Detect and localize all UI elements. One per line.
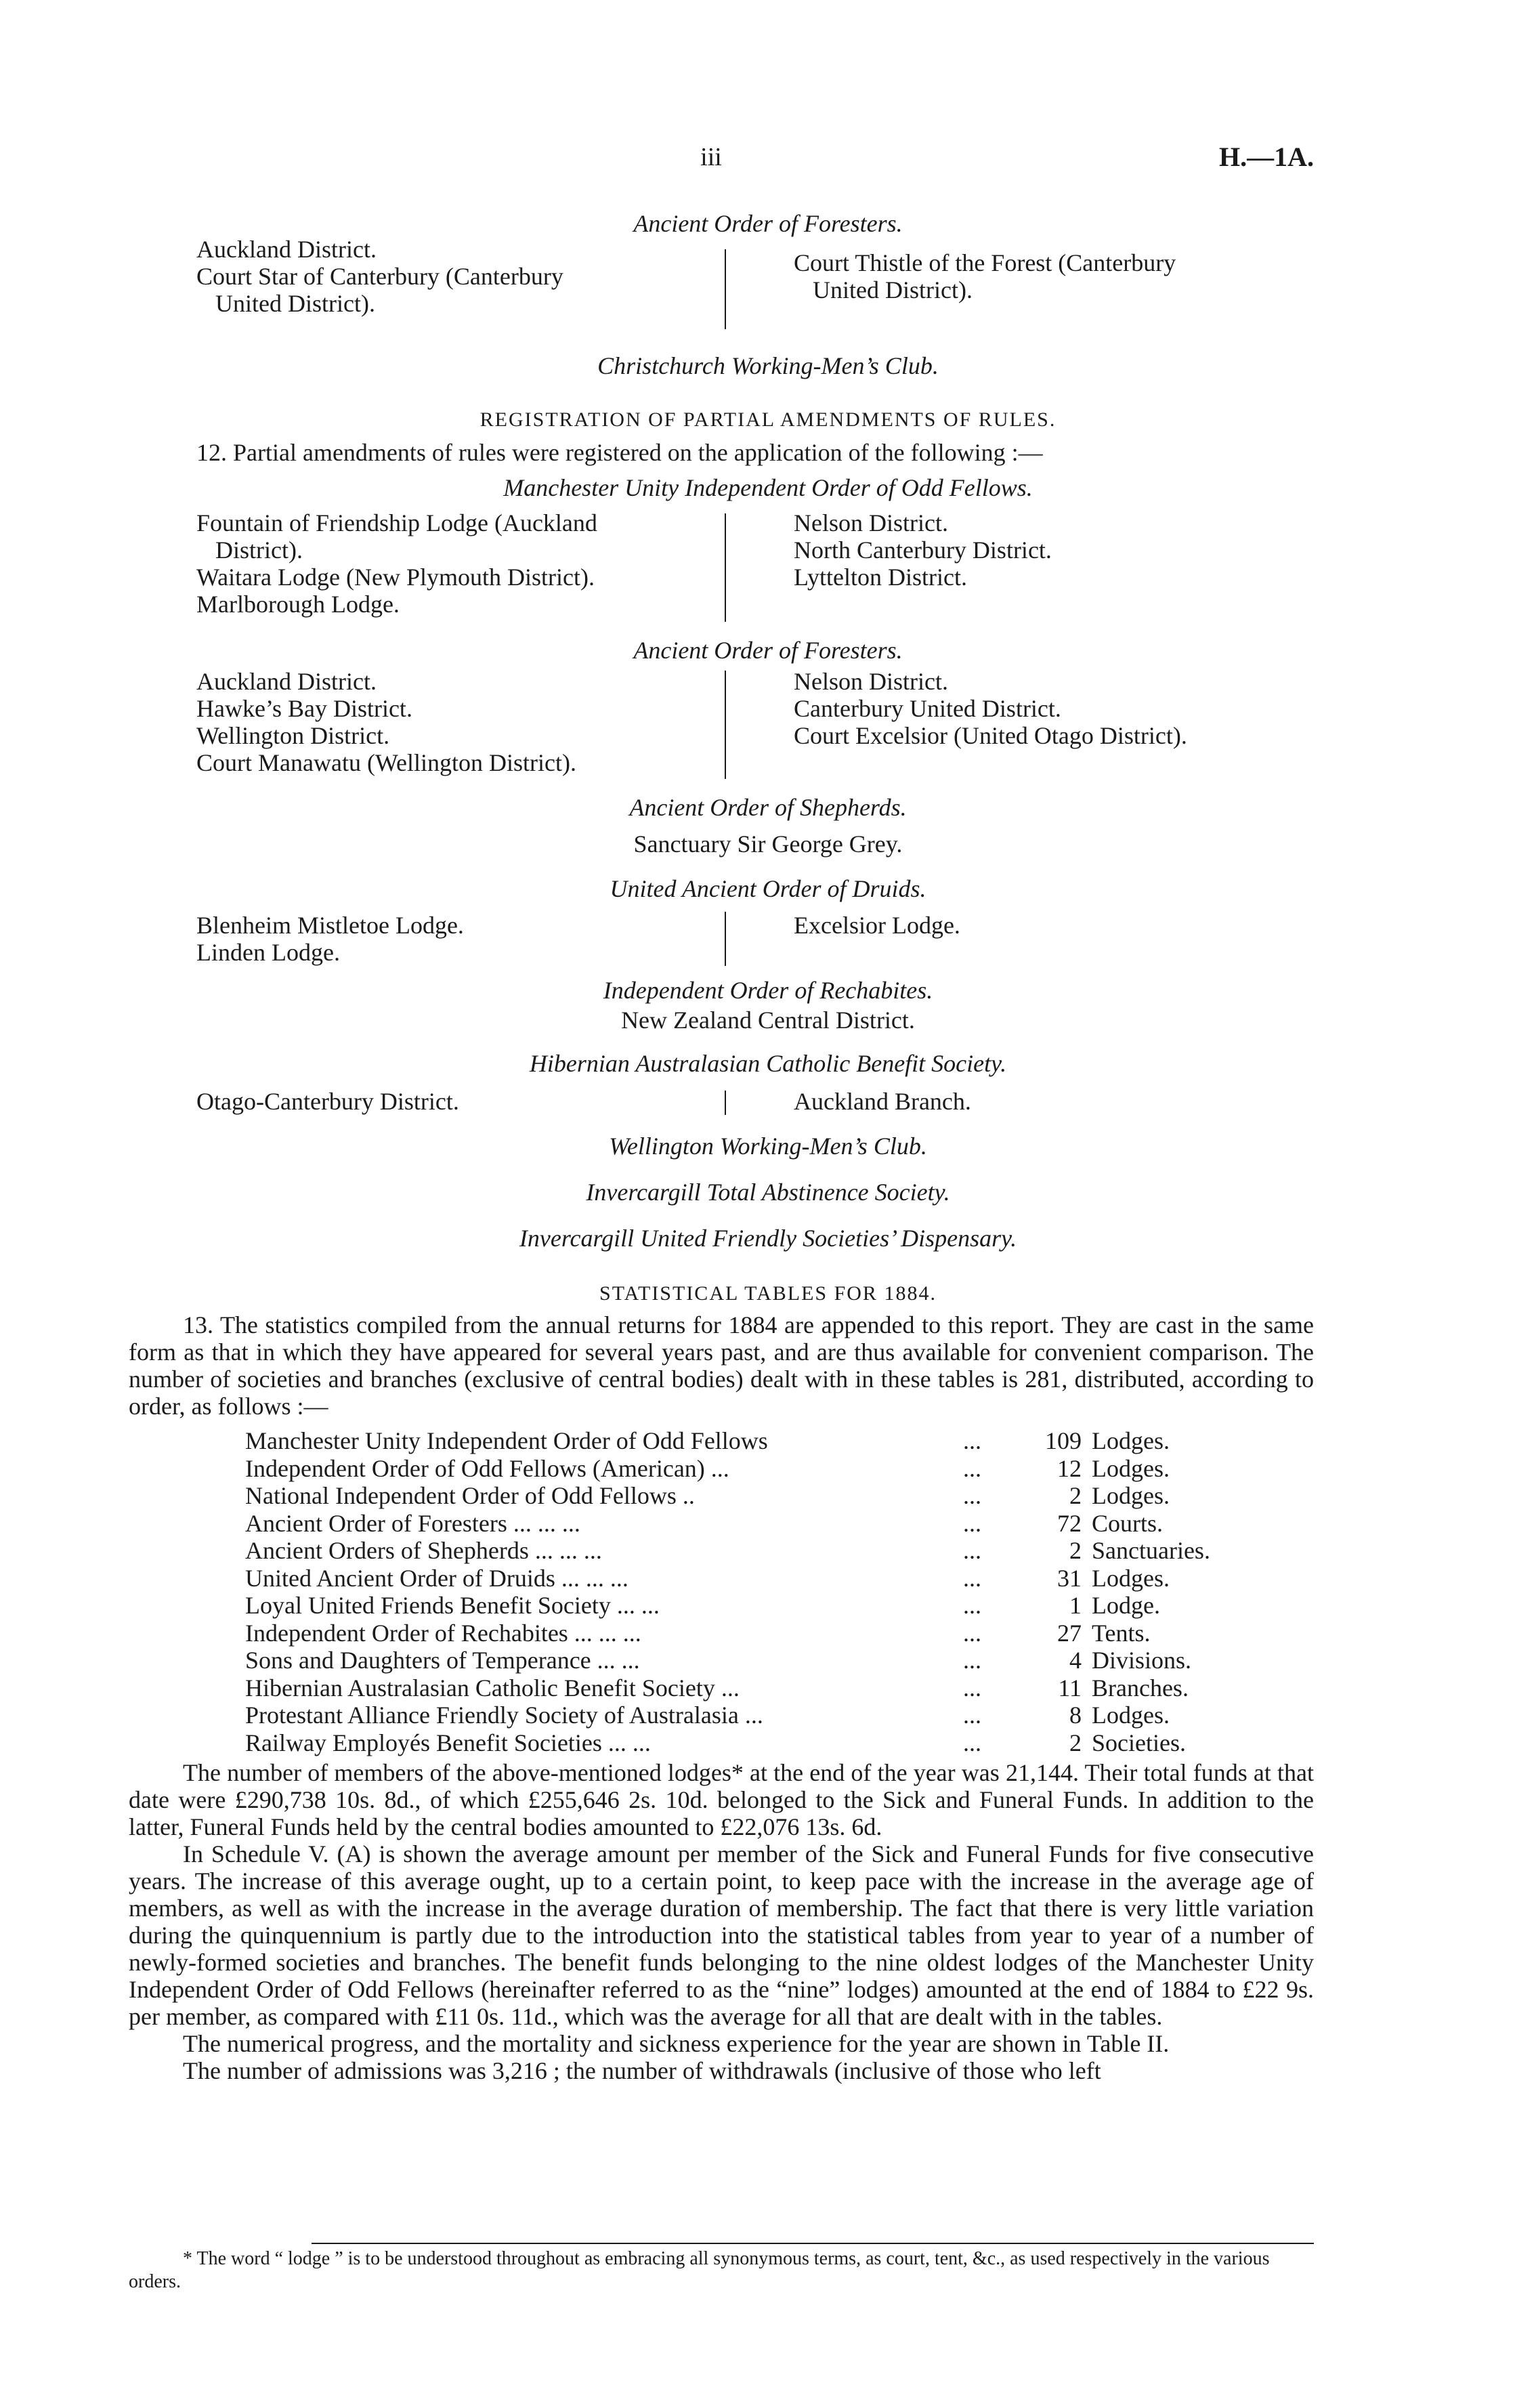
list-item: United District). <box>813 276 973 303</box>
order-unit: Branches. <box>1092 1674 1189 1702</box>
rechabites-heading: Independent Order of Rechabites. <box>603 977 933 1004</box>
order-unit: Lodges. <box>1092 1454 1170 1482</box>
footnote <box>129 2247 1314 2294</box>
order-name: Hibernian Australasian Catholic Benefit Society ... <box>245 1674 740 1702</box>
order-name: Independent Order of Rechabites ... ... ... <box>245 1619 641 1647</box>
leader-dots: ... <box>963 1702 981 1729</box>
manchester-heading: Manchester Unity Independent Order of Odd Fellows. <box>503 474 1033 501</box>
leader-dots: ... <box>963 1537 981 1564</box>
list-item: Excelsior Lodge. <box>794 912 960 939</box>
order-unit: Sanctuaries. <box>1092 1537 1210 1564</box>
order-unit: Societies. <box>1092 1729 1186 1756</box>
foresters-2-left-list <box>196 668 738 776</box>
order-count: 2 <box>1069 1729 1082 1756</box>
foresters-2-right-list <box>794 668 1336 749</box>
list-item: Wellington District. <box>196 722 390 749</box>
list-item: Marlborough Lodge. <box>196 591 400 618</box>
list-item: Hawke’s Bay District. <box>196 695 412 722</box>
list-item: Lyttelton District. <box>794 564 967 591</box>
order-count: 27 <box>1057 1619 1082 1647</box>
list-item: Nelson District. <box>794 668 948 695</box>
druids-right-list <box>794 912 1336 939</box>
shepherds-heading: Ancient Order of Shepherds. <box>629 794 907 821</box>
paragraph-members: The number of members of the above-mentioned lodges* at the end of the year was 21,144. Their total funds at that date were £290,738 10s. 8d., of which £255,646 2s. 10d. belonged to the Sick and Funeral Funds. In addition to the latter, Funeral Funds held by the central bodies amounted to £22,076 13s. 6d. <box>129 1759 1314 1840</box>
list-item: Court Star of Canterbury (Canterbury <box>196 263 563 290</box>
order-unit: Tents. <box>1092 1619 1151 1647</box>
leader-dots: ... <box>963 1674 981 1702</box>
hibernian-heading: Hibernian Australasian Catholic Benefit Society. <box>529 1050 1007 1077</box>
paragraph-admissions: The number of admissions was 3,216 ; the number of withdrawals (inclusive of those who left <box>183 2057 1101 2084</box>
order-count: 2 <box>1069 1482 1082 1509</box>
foresters-heading-2: Ancient Order of Foresters. <box>633 637 903 664</box>
order-unit: Courts. <box>1092 1509 1164 1537</box>
foresters-1-right-list <box>794 249 1336 303</box>
order-count: 4 <box>1069 1647 1082 1674</box>
leader-dots: ... <box>963 1729 981 1756</box>
footnote-text: * The word “ lodge ” is to be understood throughout as embracing all synonymous terms, as court, tent, &c., as used respectively in the various orders. <box>129 2248 1270 2292</box>
list-item: Court Manawatu (Wellington District). <box>196 749 576 776</box>
order-count: 12 <box>1057 1454 1082 1482</box>
list-item: Auckland District. <box>196 668 377 695</box>
order-unit: Lodges. <box>1092 1482 1170 1509</box>
column-divider <box>725 249 726 329</box>
club-invercargill-abstinence: Invercargill Total Abstinence Society. <box>586 1179 950 1206</box>
list-item: Blenheim Mistletoe Lodge. <box>196 912 464 939</box>
column-divider <box>725 912 726 966</box>
leader-dots: ... <box>963 1454 981 1482</box>
order-unit: Lodges. <box>1092 1564 1170 1592</box>
order-name: National Independent Order of Odd Fellows .. <box>245 1482 695 1509</box>
list-item: Fountain of Friendship Lodge (Auckland <box>196 509 597 536</box>
leader-dots: ... <box>963 1482 981 1509</box>
club-invercargill-dispensary: Invercargill United Friendly Societies’ Dispensary. <box>519 1225 1017 1252</box>
order-name: United Ancient Order of Druids ... ... ... <box>245 1564 628 1592</box>
club-christchurch: Christchurch Working-Men’s Club. <box>597 352 939 379</box>
column-divider <box>725 513 726 622</box>
order-name: Loyal United Friends Benefit Society ... ... <box>245 1592 660 1619</box>
leader-dots: ... <box>963 1564 981 1592</box>
leader-dots: ... <box>963 1647 981 1674</box>
paragraph-progress: The numerical progress, and the mortality and sickness experience for the year are shown in Table II. <box>183 2030 1170 2057</box>
order-name: Ancient Orders of Shepherds ... ... ... <box>245 1537 602 1564</box>
list-item: North Canterbury District. <box>794 536 1052 564</box>
rechabites-item: New Zealand Central District. <box>621 1007 915 1034</box>
druids-heading: United Ancient Order of Druids. <box>610 875 926 902</box>
list-item: United District). <box>215 290 375 317</box>
registration-title: REGISTRATION OF PARTIAL AMENDMENTS OF RULES. <box>479 408 1057 431</box>
order-count: 2 <box>1069 1537 1082 1564</box>
page-number: iii <box>700 143 722 171</box>
order-name: Railway Employés Benefit Societies ... ... <box>245 1729 651 1756</box>
order-count: 31 <box>1057 1564 1082 1592</box>
shepherds-item: Sanctuary Sir George Grey. <box>633 830 903 858</box>
order-count: 11 <box>1058 1674 1082 1702</box>
order-name: Protestant Alliance Friendly Society of Australasia ... <box>245 1702 763 1729</box>
list-item: Court Thistle of the Forest (Canterbury <box>794 249 1176 276</box>
order-count: 1 <box>1069 1592 1082 1619</box>
list-item: Linden Lodge. <box>196 939 340 966</box>
list-item: Auckland District. <box>196 236 377 263</box>
manchester-left-list <box>196 509 738 618</box>
hibernian-left: Otago-Canterbury District. <box>196 1088 459 1115</box>
order-unit: Divisions. <box>1092 1647 1192 1674</box>
order-unit: Lodges. <box>1092 1427 1170 1454</box>
column-divider <box>725 671 726 779</box>
document-reference: H.—1A. <box>1219 142 1314 172</box>
foresters-1-left-list <box>196 236 738 317</box>
order-name: Independent Order of Odd Fellows (American) ... <box>245 1454 729 1482</box>
order-name: Manchester Unity Independent Order of Odd Fellows <box>245 1427 768 1454</box>
leader-dots: ... <box>963 1509 981 1537</box>
list-item: Canterbury United District. <box>794 695 1061 722</box>
order-name: Sons and Daughters of Temperance ... ... <box>245 1647 640 1674</box>
order-unit: Lodges. <box>1092 1702 1170 1729</box>
order-unit: Lodge. <box>1092 1592 1160 1619</box>
paragraph-schedule: In Schedule V. (A) is shown the average amount per member of the Sick and Funeral Funds for five consecutive years. The increase of this average ought, up to a certain point, to keep pace with the increase in the average age of members, as well as with the increase in the average duration of membership. The fact that there is very little variation during the quinquennium is partly due to the introduction into the statistical tables from year to year of a number of newly-formed societies and branches. The benefit funds belonging to the nine oldest lodges of the Manchester Unity Independent Order of Odd Fellows (hereinafter referred to as the “nine” lodges) amounted at the end of 1884 to £22 9s. per member, as compared with £11 0s. 11d., which was the average for all that are dealt with in the tables. <box>129 1840 1314 2030</box>
list-item: Nelson District. <box>794 509 948 536</box>
foresters-heading-1: Ancient Order of Foresters. <box>633 210 903 237</box>
club-wellington: Wellington Working-Men’s Club. <box>609 1133 927 1160</box>
order-count: 72 <box>1057 1509 1082 1537</box>
order-count: 109 <box>1045 1427 1082 1454</box>
leader-dots: ... <box>963 1592 981 1619</box>
stats-intro-paragraph <box>129 1311 1314 1420</box>
leader-dots: ... <box>963 1619 981 1647</box>
stats-title: STATISTICAL TABLES FOR 1884. <box>599 1282 937 1305</box>
leader-dots: ... <box>963 1427 981 1454</box>
registration-intro: 12. Partial amendments of rules were registered on the application of the following :— <box>196 439 1043 466</box>
order-name: Ancient Order of Foresters ... ... ... <box>245 1509 580 1537</box>
druids-left-list <box>196 912 738 966</box>
list-item: Court Excelsior (United Otago District). <box>794 722 1187 749</box>
column-divider <box>725 1091 726 1115</box>
list-item: District). <box>215 536 303 564</box>
hibernian-right: Auckland Branch. <box>794 1088 971 1115</box>
list-item: Waitara Lodge (New Plymouth District). <box>196 564 595 591</box>
footnote-rule <box>312 2243 1314 2244</box>
paragraph-text: 13. The statistics compiled from the annual returns for 1884 are appended to this report. They are cast in the same form as that in which they have appeared for several years past, and are thus available for convenient comparison. The number of societies and branches (exclusive of central bodies) dealt with in these tables is 281, distributed, according to order, as follows :— <box>129 1311 1314 1420</box>
order-count: 8 <box>1069 1702 1082 1729</box>
manchester-right-list <box>794 509 1336 591</box>
stats-body <box>129 1759 1314 2084</box>
